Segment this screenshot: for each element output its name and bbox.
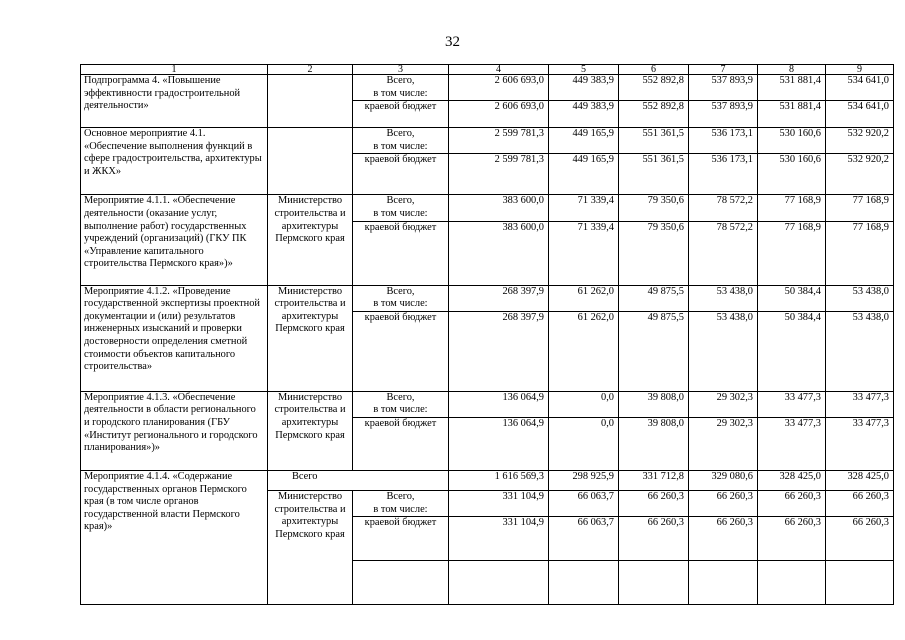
amount-cell: 2 606 693,0 [449, 101, 549, 128]
amount-cell: 66 260,3 [689, 517, 758, 561]
amount-cell: 298 925,9 [549, 470, 619, 490]
column-header: 3 [353, 65, 449, 75]
amount-cell: 71 339,4 [549, 221, 619, 285]
amount-cell: 534 641,0 [826, 101, 894, 128]
funding-source: краевой бюджет [353, 517, 449, 561]
amount-cell: 77 168,9 [826, 195, 894, 221]
amount-cell: 530 160,6 [758, 128, 826, 154]
amount-cell: 1 616 569,3 [449, 470, 549, 490]
amount-cell: 328 425,0 [758, 470, 826, 490]
amount-cell: 33 477,3 [758, 391, 826, 417]
amount-cell: 66 260,3 [619, 517, 689, 561]
column-header: 9 [826, 65, 894, 75]
amount-cell: 136 064,9 [449, 417, 549, 470]
column-header: 1 [81, 65, 268, 75]
amount-cell: 66 260,3 [619, 490, 689, 516]
executor-cell: Министерство строительства и архитектуры Пермского края [268, 490, 353, 604]
amount-cell: 551 361,5 [619, 128, 689, 154]
funding-source: Всего [268, 470, 449, 490]
amount-cell: 29 302,3 [689, 391, 758, 417]
amount-cell: 79 350,6 [619, 221, 689, 285]
amount-cell: 536 173,1 [689, 128, 758, 154]
amount-cell: 39 808,0 [619, 417, 689, 470]
amount-cell: 71 339,4 [549, 195, 619, 221]
amount-cell: 329 080,6 [689, 470, 758, 490]
amount-cell: 2 606 693,0 [449, 75, 549, 101]
executor-cell: Министерство строительства и архитектуры Пермского края [268, 195, 353, 285]
amount-cell: 532 920,2 [826, 128, 894, 154]
column-header: 5 [549, 65, 619, 75]
amount-cell: 29 302,3 [689, 417, 758, 470]
column-header: 4 [449, 65, 549, 75]
budget-table [80, 64, 894, 605]
amount-cell: 537 893,9 [689, 75, 758, 101]
amount-cell: 39 808,0 [619, 391, 689, 417]
empty-cell [619, 561, 689, 605]
amount-cell: 531 881,4 [758, 101, 826, 128]
amount-cell: 383 600,0 [449, 195, 549, 221]
column-header: 8 [758, 65, 826, 75]
empty-cell [353, 561, 449, 605]
table-body [81, 65, 894, 605]
amount-cell: 268 397,9 [449, 285, 549, 311]
amount-cell: 552 892,8 [619, 101, 689, 128]
executor-cell: Министерство строительства и архитектуры Пермского края [268, 391, 353, 470]
funding-source: краевой бюджет [353, 417, 449, 470]
amount-cell: 33 477,3 [758, 417, 826, 470]
page-number: 32 [445, 34, 460, 50]
amount-cell: 552 892,8 [619, 75, 689, 101]
amount-cell: 50 384,4 [758, 311, 826, 391]
funding-source: Всего, в том числе: [353, 285, 449, 311]
amount-cell: 66 260,3 [689, 490, 758, 516]
amount-cell: 2 599 781,3 [449, 154, 549, 195]
funding-source: краевой бюджет [353, 311, 449, 391]
amount-cell: 530 160,6 [758, 154, 826, 195]
amount-cell: 136 064,9 [449, 391, 549, 417]
amount-cell: 66 260,3 [826, 517, 894, 561]
amount-cell: 449 165,9 [549, 128, 619, 154]
amount-cell: 77 168,9 [758, 221, 826, 285]
amount-cell: 331 104,9 [449, 490, 549, 516]
amount-cell: 2 599 781,3 [449, 128, 549, 154]
activity-name: Мероприятие 4.1.1. «Обеспечение деятельности (оказание услуг, выполнение работ) государственных учреждений (организаций) (ГКУ ПК «Управление капитального строительства Пермского края»)» [81, 195, 268, 285]
amount-cell: 331 104,9 [449, 517, 549, 561]
amount-cell: 77 168,9 [826, 221, 894, 285]
amount-cell: 53 438,0 [689, 285, 758, 311]
executor-cell [268, 75, 353, 128]
amount-cell: 61 262,0 [549, 285, 619, 311]
amount-cell: 53 438,0 [689, 311, 758, 391]
funding-source: краевой бюджет [353, 101, 449, 128]
column-header: 6 [619, 65, 689, 75]
table-row [81, 128, 894, 154]
activity-name: Мероприятие 4.1.2. «Проведение государственной экспертизы проектной документации и (или) результатов инженерных изысканий и проверки достоверности определения сметной стоимости объектов капитального строительства» [81, 285, 268, 391]
amount-cell: 532 920,2 [826, 154, 894, 195]
empty-cell [758, 561, 826, 605]
amount-cell: 61 262,0 [549, 311, 619, 391]
amount-cell: 66 260,3 [758, 490, 826, 516]
table-row [81, 285, 894, 311]
funding-source: Всего, в том числе: [353, 75, 449, 101]
empty-cell [449, 561, 549, 605]
table-row [81, 391, 894, 417]
empty-cell [689, 561, 758, 605]
activity-name: Основное мероприятие 4.1. «Обеспечение выполнения функций в сфере градостроительства, архитектуры и ЖКХ» [81, 128, 268, 195]
amount-cell: 66 260,3 [826, 490, 894, 516]
amount-cell: 33 477,3 [826, 417, 894, 470]
amount-cell: 79 350,6 [619, 195, 689, 221]
amount-cell: 536 173,1 [689, 154, 758, 195]
amount-cell: 537 893,9 [689, 101, 758, 128]
amount-cell: 78 572,2 [689, 221, 758, 285]
amount-cell: 78 572,2 [689, 195, 758, 221]
funding-source: Всего, в том числе: [353, 128, 449, 154]
amount-cell: 331 712,8 [619, 470, 689, 490]
amount-cell: 534 641,0 [826, 75, 894, 101]
funding-source: краевой бюджет [353, 221, 449, 285]
column-header: 7 [689, 65, 758, 75]
executor-cell: Министерство строительства и архитектуры Пермского края [268, 285, 353, 391]
empty-cell [826, 561, 894, 605]
funding-source: Всего, в том числе: [353, 391, 449, 417]
amount-cell: 33 477,3 [826, 391, 894, 417]
amount-cell: 328 425,0 [826, 470, 894, 490]
activity-name: Мероприятие 4.1.3. «Обеспечение деятельности в области регионального и городского планирования (ГБУ «Институт регионального и городского планирования»)» [81, 391, 268, 470]
activity-name: Подпрограмма 4. «Повышение эффективности градостроительной деятельности» [81, 75, 268, 128]
amount-cell: 551 361,5 [619, 154, 689, 195]
table-row [81, 470, 894, 490]
amount-cell: 0,0 [549, 417, 619, 470]
amount-cell: 531 881,4 [758, 75, 826, 101]
amount-cell: 268 397,9 [449, 311, 549, 391]
empty-cell [549, 561, 619, 605]
amount-cell: 50 384,4 [758, 285, 826, 311]
amount-cell: 449 383,9 [549, 75, 619, 101]
column-header: 2 [268, 65, 353, 75]
table-row [81, 75, 894, 101]
amount-cell: 77 168,9 [758, 195, 826, 221]
amount-cell: 49 875,5 [619, 311, 689, 391]
amount-cell: 66 260,3 [758, 517, 826, 561]
amount-cell: 53 438,0 [826, 311, 894, 391]
amount-cell: 449 383,9 [549, 101, 619, 128]
amount-cell: 449 165,9 [549, 154, 619, 195]
executor-cell [268, 128, 353, 195]
funding-source: Всего, в том числе: [353, 195, 449, 221]
table-row [81, 195, 894, 221]
amount-cell: 0,0 [549, 391, 619, 417]
amount-cell: 53 438,0 [826, 285, 894, 311]
funding-source: краевой бюджет [353, 154, 449, 195]
amount-cell: 66 063,7 [549, 517, 619, 561]
header-row [81, 65, 894, 75]
activity-name: Мероприятие 4.1.4. «Содержание государственных органов Пермского края (в том числе органов государственной власти Пермского края)» [81, 470, 268, 604]
funding-source: Всего, в том числе: [353, 490, 449, 516]
amount-cell: 383 600,0 [449, 221, 549, 285]
amount-cell: 66 063,7 [549, 490, 619, 516]
amount-cell: 49 875,5 [619, 285, 689, 311]
